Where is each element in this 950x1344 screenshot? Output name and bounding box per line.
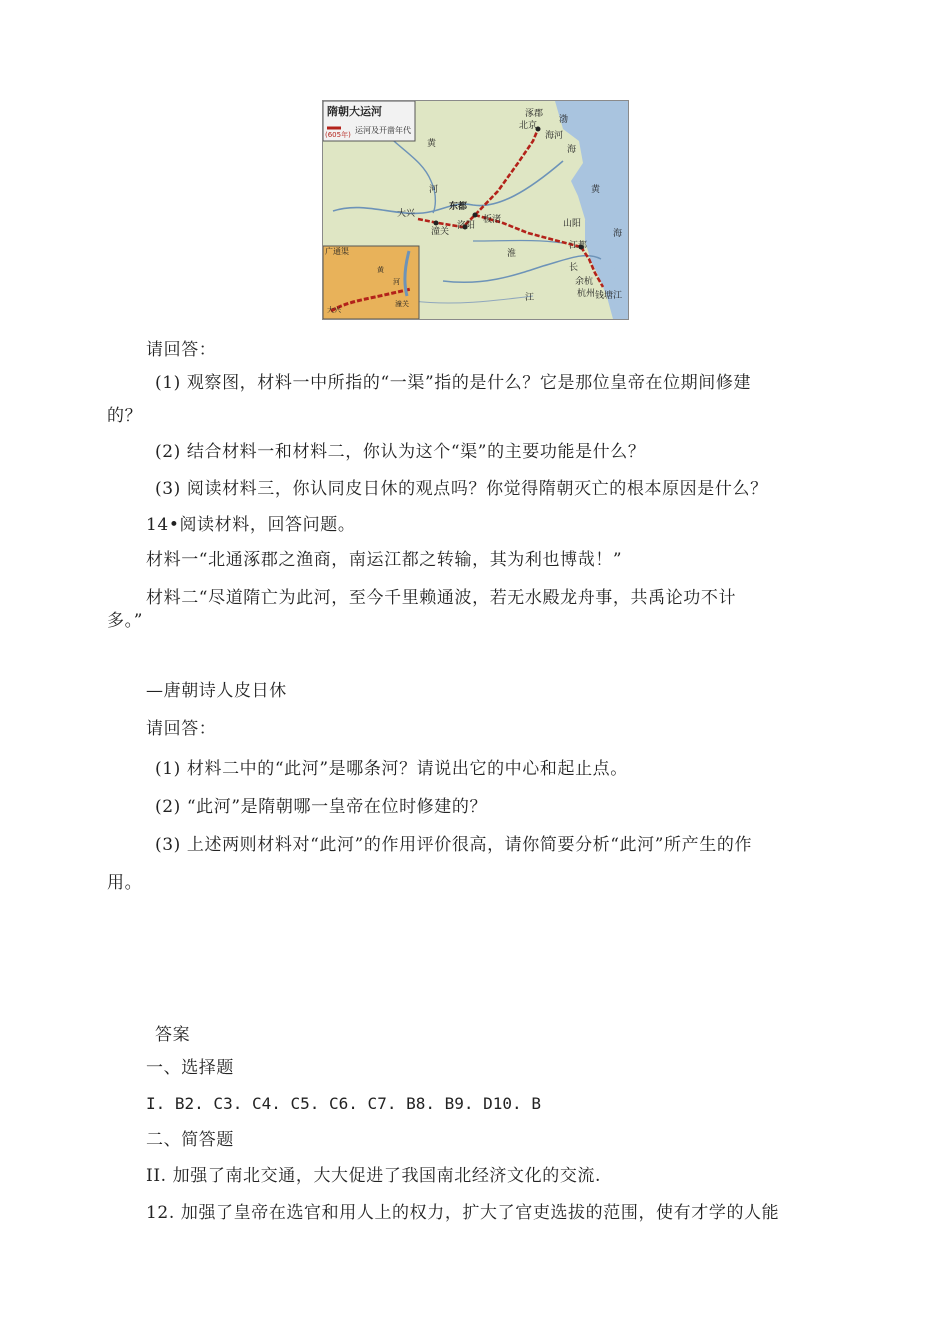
- section-short-answer: 二、简答题: [146, 1130, 234, 1150]
- label-bohai-2: 海: [567, 145, 577, 155]
- map-title: 隋朝大运河: [327, 105, 382, 118]
- label-tongguan: 潼关: [431, 227, 450, 237]
- label-inset-daxing: 大兴: [327, 306, 341, 314]
- map-legend: 运河及开凿年代: [355, 126, 411, 135]
- answer-11: II. 加强了南北交通，大大促进了我国南北经济文化的交流.: [146, 1166, 602, 1186]
- q13-item-2: (2) 结合材料一和材料二，你认为这个“渠”的主要功能是什么？: [155, 442, 646, 462]
- q13-item-1: (1) 观察图，材料一中所指的“一渠”指的是什么？它是那位皇帝在位期间修建: [155, 373, 752, 393]
- label-beijing: 北京: [519, 121, 538, 131]
- label-hangzhou: 杭州: [577, 289, 596, 299]
- q14-item-3-cont: 用。: [107, 873, 143, 893]
- answer-title: 答案: [155, 1025, 191, 1045]
- q14-title: 14•阅读材料，回答问题。: [146, 515, 356, 535]
- q14-prompt: 请回答：: [146, 719, 217, 739]
- section-choice: 一、选择题: [146, 1058, 234, 1078]
- label-shanyang: 山阳: [563, 219, 582, 229]
- q13-item-1-cont: 的？: [107, 406, 143, 426]
- q13-prompt: 请回答：: [146, 340, 217, 360]
- label-zhuojun: 涿郡: [525, 109, 544, 119]
- label-inset-huang: 黄: [377, 266, 384, 274]
- q13-item-3: (3) 阅读材料三，你认同皮日休的观点吗？你觉得隋朝灭亡的根本原因是什么？: [155, 479, 768, 499]
- answer-12: 12. 加强了皇帝在选官和用人上的权力，扩大了官吏选拔的范围，使有才学的人能: [146, 1203, 780, 1223]
- label-haihe: 海河: [545, 131, 564, 141]
- q14-item-3: (3) 上述两则材料对“此河”的作用评价很高，请你简要分析“此河”所产生的作: [155, 835, 753, 855]
- label-banzhu: 板渚: [483, 215, 502, 225]
- label-jiang: 江: [525, 293, 535, 303]
- label-huanghai-1: 黄: [591, 185, 601, 195]
- label-bohai-1: 渤: [559, 115, 569, 125]
- label-huang-1: 黄: [427, 139, 437, 149]
- label-chang: 长: [569, 263, 579, 273]
- label-inset-he: 河: [393, 278, 400, 286]
- inset-title: 广通渠: [325, 247, 349, 256]
- label-daxing: 大兴: [397, 209, 416, 219]
- q14-item-1: (1) 材料二中的“此河”是哪条河？请说出它的中心和起止点。: [155, 759, 628, 779]
- label-jiangdu: 江都: [569, 241, 588, 251]
- label-luoyang: 洛阳: [457, 221, 476, 231]
- label-huanghai-2: 海: [613, 229, 623, 239]
- q14-material-2-cont: 多。”: [107, 611, 143, 631]
- choice-answers: I. B2. C3. C4. C5. C6. C7. B8. B9. D10. B: [146, 1094, 541, 1113]
- label-yuhang: 余杭: [575, 277, 594, 287]
- q14-source: —唐朝诗人皮日休: [146, 681, 287, 701]
- q14-material-1: 材料一“北通涿郡之渔商，南运江都之转输，其为利也博哉！”: [146, 550, 623, 570]
- label-qiantang: 钱塘江: [595, 291, 623, 301]
- legend-year: (605年): [325, 131, 351, 139]
- q14-item-2: (2) “此河”是隋朝哪一皇帝在位时修建的？: [155, 797, 488, 817]
- q14-material-2: 材料二“尽道隋亡为此河，至今千里赖通波，若无水殿龙舟事，共禹论功不计: [146, 588, 737, 608]
- grand-canal-map: [322, 100, 629, 320]
- label-huai: 淮: [507, 249, 517, 259]
- label-inset-tongguan: 潼关: [395, 300, 409, 308]
- label-huang-2: 河: [429, 185, 439, 195]
- label-dongdu: 东都: [449, 202, 468, 212]
